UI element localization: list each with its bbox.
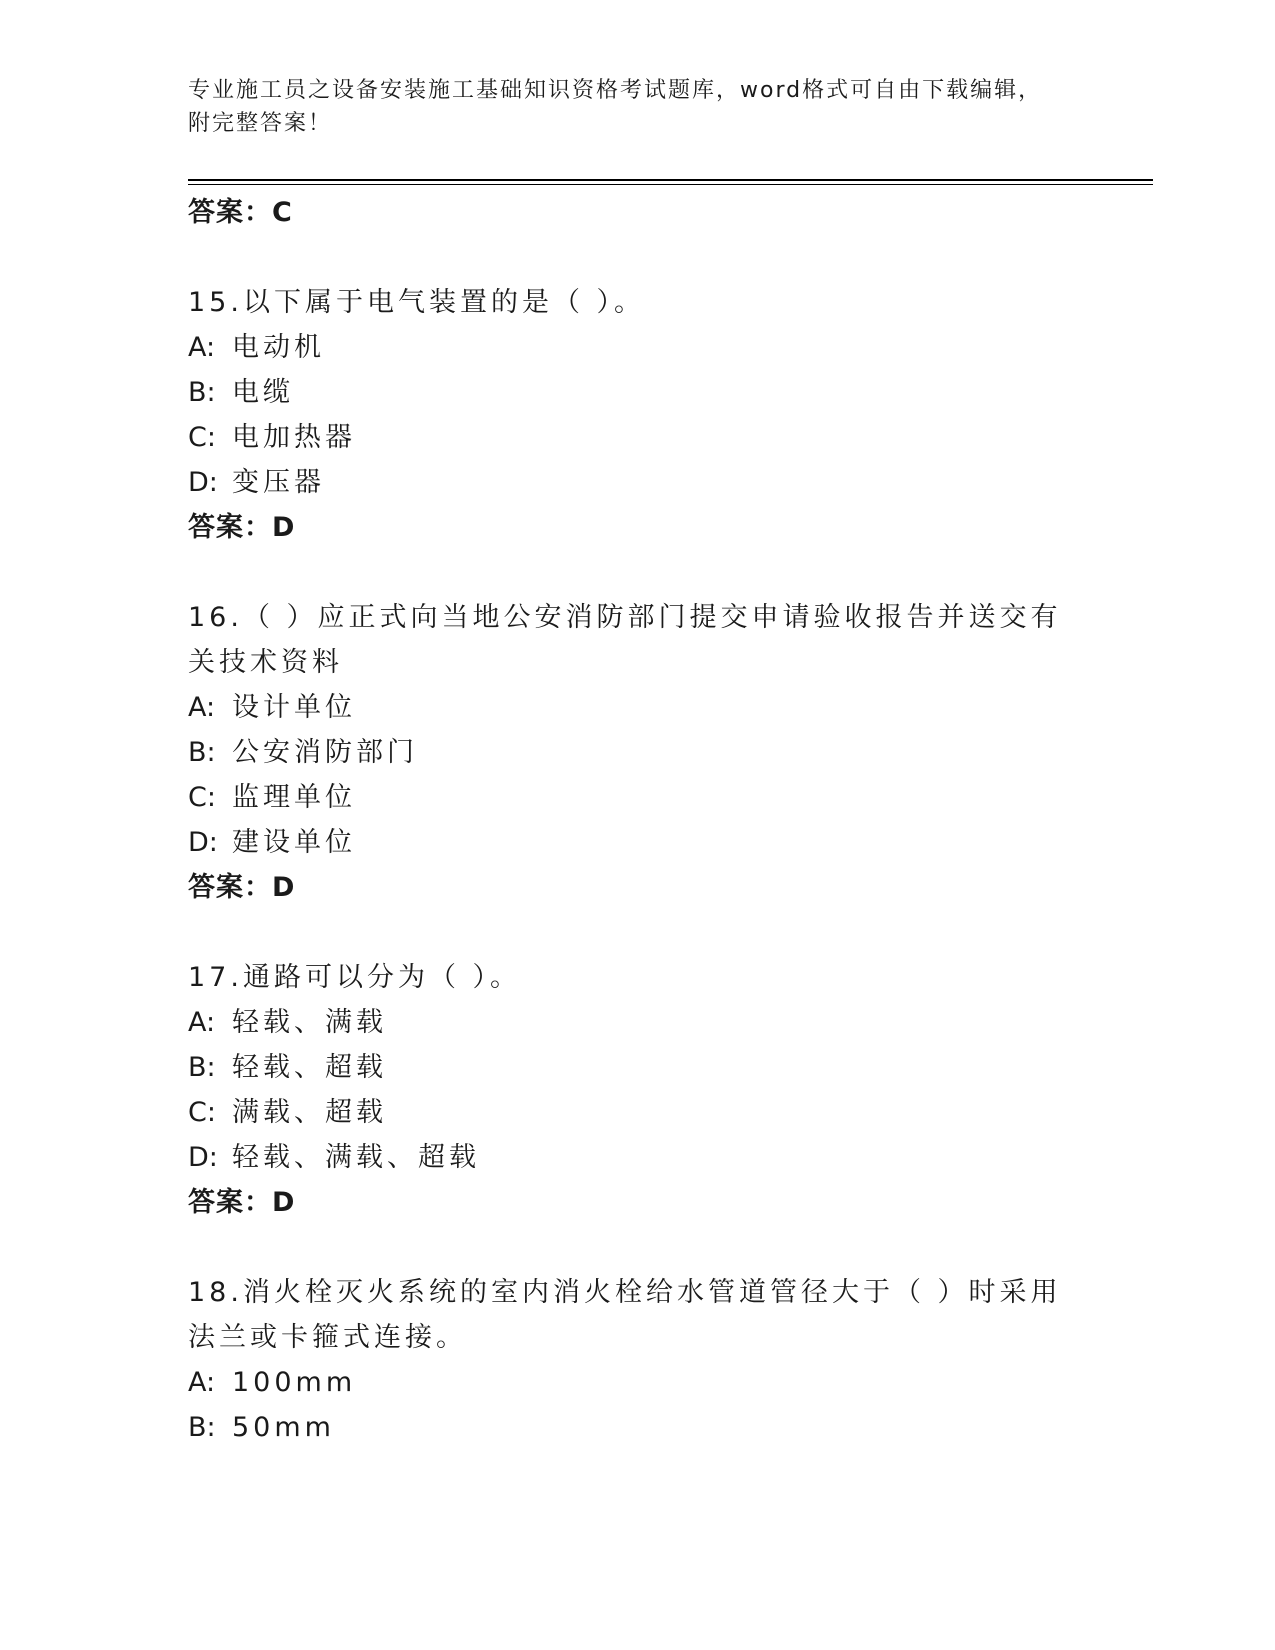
option-c xyxy=(188,1090,1088,1135)
option-letter: A: xyxy=(188,1007,216,1038)
option-text: 电缆 xyxy=(232,377,294,408)
option-b xyxy=(188,730,1088,775)
option-letter: A: xyxy=(188,692,216,723)
header-line-2: 附完整答案！ xyxy=(188,111,333,136)
answer-line: 答案：D xyxy=(188,1187,296,1218)
option-a xyxy=(188,685,1088,730)
option-d xyxy=(188,820,1088,865)
option-text: 轻载、满载、超载 xyxy=(232,1142,480,1173)
option-text: 50mm xyxy=(232,1412,335,1443)
option-a xyxy=(188,1000,1088,1045)
option-text: 公安消防部门 xyxy=(232,737,418,768)
question-stem: 15.以下属于电气装置的是（ ）。 xyxy=(188,287,646,318)
question-block xyxy=(188,955,1088,1225)
question-block xyxy=(188,1270,1088,1450)
option-letter: D: xyxy=(188,467,218,498)
option-text: 变压器 xyxy=(232,467,325,498)
question-block xyxy=(188,595,1088,910)
option-d xyxy=(188,460,1088,505)
option-b xyxy=(188,370,1088,415)
option-b xyxy=(188,1045,1088,1090)
option-text: 100mm xyxy=(232,1367,357,1398)
option-letter: D: xyxy=(188,1142,218,1173)
document-header xyxy=(188,74,1088,140)
question-stem: 16.（ ）应正式向当地公安消防部门提交申请验收报告并送交有关技术资料 xyxy=(188,602,1062,678)
option-text: 满载、超载 xyxy=(232,1097,387,1128)
header-line-1: 专业施工员之设备安装施工基础知识资格考试题库，word格式可自由下载编辑， xyxy=(188,78,1043,103)
option-text: 电加热器 xyxy=(232,422,356,453)
option-text: 监理单位 xyxy=(232,782,356,813)
option-a xyxy=(188,1360,1088,1405)
option-c xyxy=(188,415,1088,460)
option-c xyxy=(188,775,1088,820)
option-d xyxy=(188,1135,1088,1180)
answer-line: 答案：D xyxy=(188,872,296,903)
option-text: 设计单位 xyxy=(232,692,356,723)
option-text: 电动机 xyxy=(232,332,325,363)
option-letter: C: xyxy=(188,422,216,453)
option-letter: B: xyxy=(188,1052,216,1083)
option-letter: B: xyxy=(188,377,216,408)
option-letter: A: xyxy=(188,332,216,363)
option-text: 建设单位 xyxy=(232,827,356,858)
option-letter: C: xyxy=(188,782,216,813)
header-divider-thick xyxy=(188,179,1153,181)
option-letter: A: xyxy=(188,1367,216,1398)
option-a xyxy=(188,325,1088,370)
option-letter: B: xyxy=(188,737,216,768)
question-list xyxy=(188,190,1088,1450)
option-letter: B: xyxy=(188,1412,216,1443)
option-letter: C: xyxy=(188,1097,216,1128)
question-block xyxy=(188,280,1088,550)
option-text: 轻载、满载 xyxy=(232,1007,387,1038)
option-letter: D: xyxy=(188,827,218,858)
question-stem: 17.通路可以分为（ ）。 xyxy=(188,962,522,993)
answer-line: 答案：D xyxy=(188,512,296,543)
option-b xyxy=(188,1405,1088,1450)
option-text: 轻载、超载 xyxy=(232,1052,387,1083)
header-divider-thin xyxy=(188,184,1153,185)
answer-line: 答案：C xyxy=(188,197,293,228)
question-stem: 18.消火栓灭火系统的室内消火栓给水管道管径大于（ ）时采用法兰或卡箍式连接。 xyxy=(188,1277,1062,1353)
